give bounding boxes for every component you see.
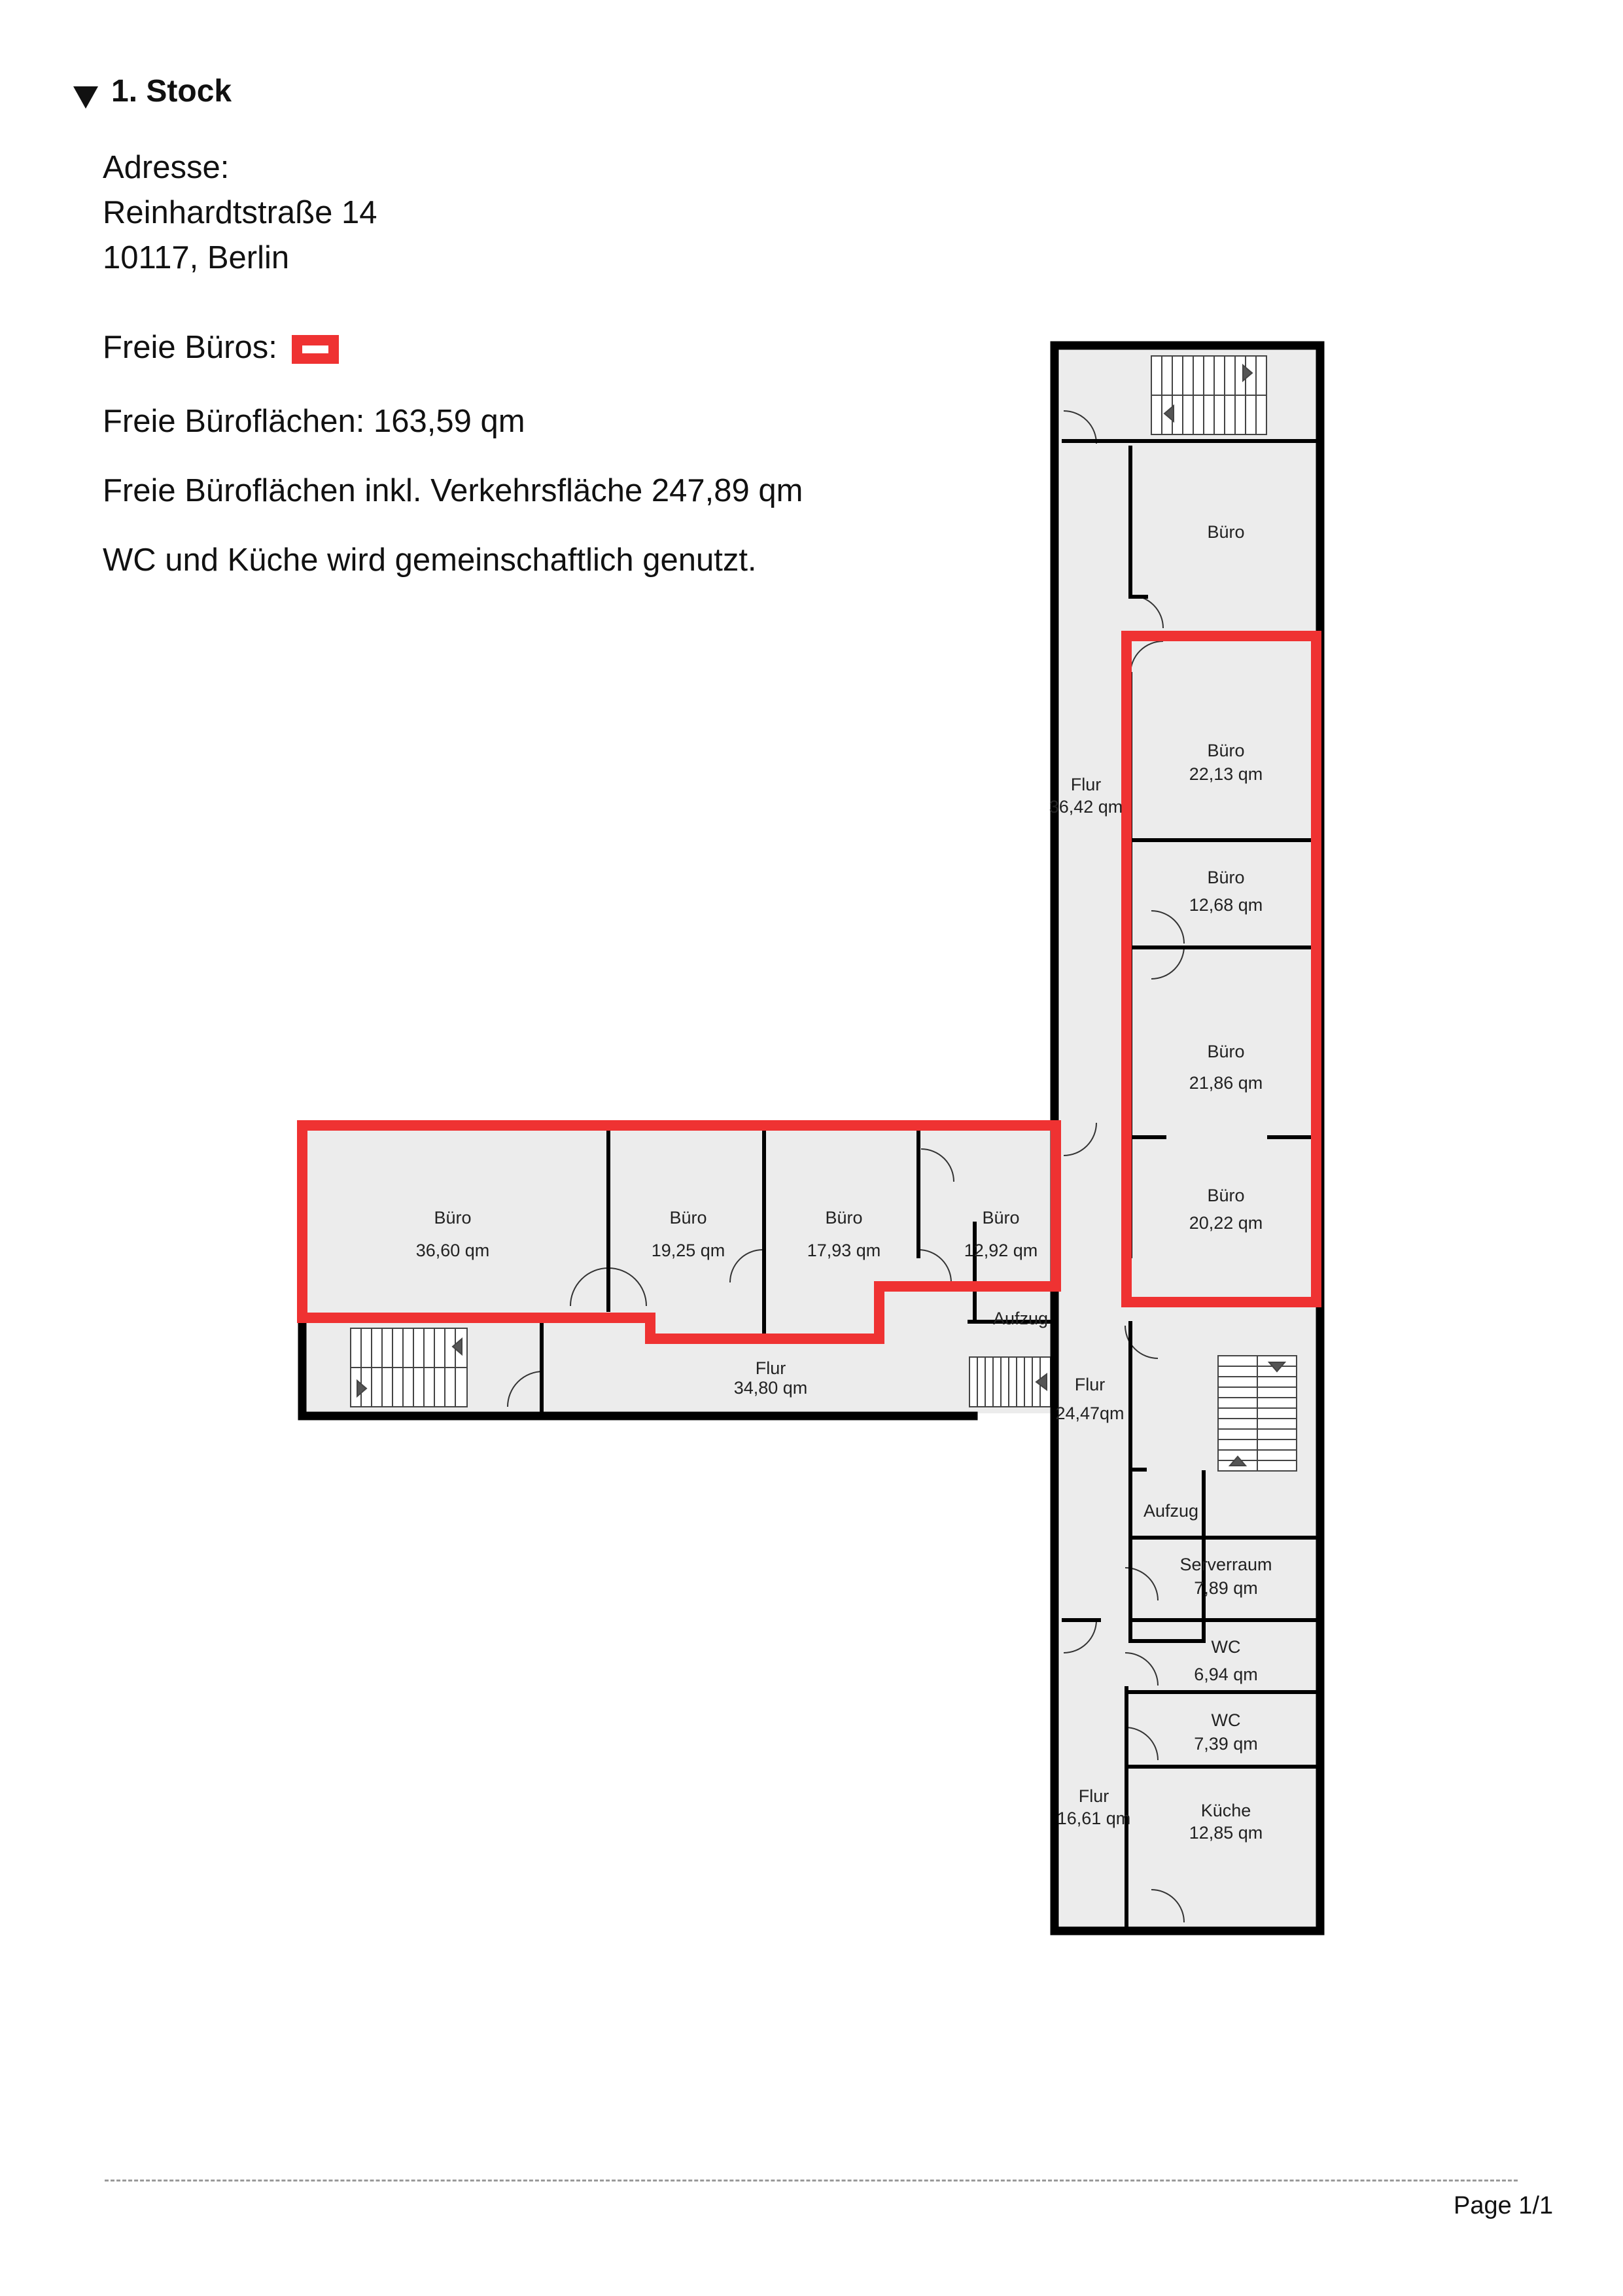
- staircase-right: [1218, 1356, 1297, 1471]
- room-name: Flur: [1078, 1786, 1109, 1806]
- room-name: Flur: [1070, 775, 1102, 794]
- legend-label: Freie Büros:: [103, 330, 277, 365]
- room-name: Büro: [1207, 522, 1245, 542]
- room-area: 19,25 qm: [651, 1241, 725, 1260]
- room-area: 12,68 qm: [1189, 895, 1263, 915]
- room-area: 36,42 qm: [1049, 797, 1123, 817]
- room-name: Büro: [434, 1208, 472, 1227]
- room-area: 20,22 qm: [1189, 1213, 1263, 1233]
- room-name: Büro: [1207, 1042, 1245, 1061]
- room-area: 36,60 qm: [415, 1241, 490, 1260]
- room-name: Flur: [755, 1358, 786, 1378]
- address-label: Adresse:: [103, 150, 230, 185]
- footer-divider: [105, 2180, 1518, 2181]
- address-street: Reinhardtstraße 14: [103, 195, 377, 230]
- room-name: Büro: [1207, 868, 1245, 887]
- room-area: 17,93 qm: [807, 1241, 881, 1260]
- room-area: 7,39 qm: [1194, 1734, 1258, 1754]
- free-area-text: Freie Büroflächen: 163,59 qm: [103, 404, 525, 439]
- room-area: 6,94 qm: [1194, 1665, 1258, 1684]
- room-area: 22,13 qm: [1189, 764, 1263, 784]
- room-name: Büro: [669, 1208, 707, 1227]
- room-name: Aufzug: [1143, 1501, 1199, 1521]
- room-name: WC: [1211, 1710, 1241, 1730]
- room-area: 21,86 qm: [1189, 1073, 1263, 1093]
- room-area: 12,92 qm: [964, 1241, 1038, 1260]
- steps-junction: [969, 1357, 1051, 1407]
- room-name: Büro: [982, 1208, 1020, 1227]
- room-area: 24,47qm: [1055, 1404, 1125, 1423]
- room-name: Flur: [1074, 1375, 1106, 1394]
- room-name: Aufzug: [992, 1309, 1049, 1328]
- address-city: 10117, Berlin: [103, 240, 290, 275]
- room-area: 12,85 qm: [1189, 1823, 1263, 1843]
- room-13: [1143, 1501, 1198, 1521]
- floor-title: 1. Stock: [111, 74, 232, 109]
- staircase-left: [351, 1328, 467, 1407]
- room-area: 7,89 qm: [1194, 1578, 1258, 1598]
- room-name: Serverraum: [1179, 1555, 1272, 1574]
- shared-use-note: WC und Küche wird gemeinschaftlich genutzt.: [103, 542, 757, 578]
- room-name: WC: [1211, 1637, 1241, 1657]
- room-area: 16,61 qm: [1056, 1809, 1131, 1828]
- room-10: [993, 1309, 1048, 1328]
- room-name: Büro: [1207, 741, 1245, 760]
- staircase-top: [1151, 356, 1266, 434]
- room-name: Büro: [825, 1208, 863, 1227]
- room-area: 34,80 qm: [733, 1378, 808, 1398]
- room-0: [1207, 522, 1244, 542]
- room-name: Küche: [1200, 1801, 1251, 1820]
- room-name: Büro: [1207, 1186, 1245, 1205]
- free-area-incl-text: Freie Büroflächen inkl. Verkehrsfläche 247,89 qm: [103, 473, 803, 508]
- page-number: Page 1/1: [1454, 2192, 1554, 2219]
